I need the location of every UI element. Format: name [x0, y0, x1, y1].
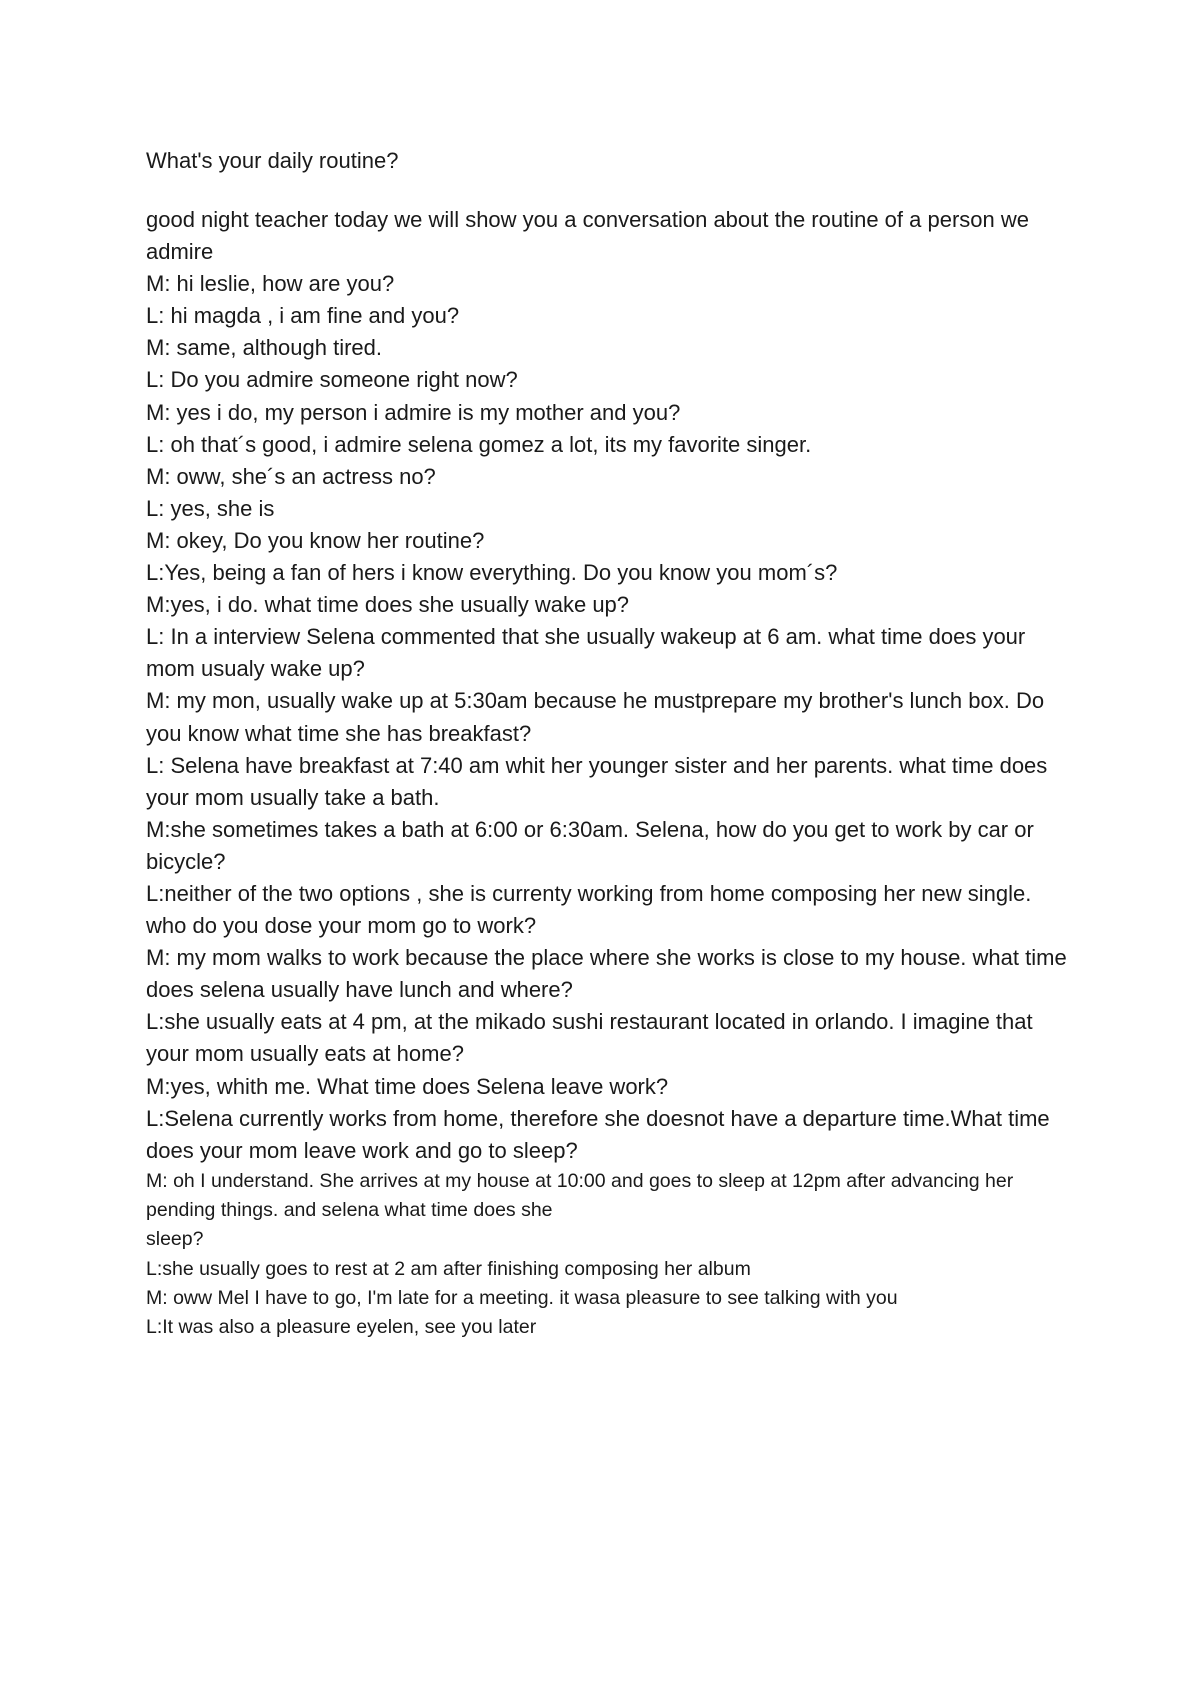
- text-line: L: Selena have breakfast at 7:40 am whit her younger sister and her parents. what time does your mom usually take a bath.: [146, 752, 1048, 810]
- conversation-ending: [146, 1167, 1076, 1342]
- text-line: M:yes, whith me. What time does Selena leave work?: [146, 1073, 669, 1099]
- text-line: L: yes, she is: [146, 495, 275, 521]
- text-line: L:Yes, being a fan of hers i know everything. Do you know you mom´s?: [146, 560, 838, 586]
- text-line: M: okey, Do you know her routine?: [146, 527, 485, 553]
- text-line: L:she usually eats at 4 pm, at the mikado sushi restaurant located in orlando. I imagine that your mom usually eats at home?: [146, 1009, 1033, 1067]
- text-line: L: oh that´s good, i admire selena gomez a lot, its my favorite singer.: [146, 431, 812, 457]
- text-line: M: oh I understand. She arrives at my house at 10:00 and goes to sleep at 12pm after advancing her pending things. and selena what time does she: [146, 1170, 1014, 1222]
- text-line: sleep?: [146, 1228, 204, 1251]
- text-line: L:Selena currently works from home, therefore she doesnot have a departure time.What time does your mom leave work and go to sleep?: [146, 1105, 1050, 1163]
- text-line: good night teacher today we will show you a conversation about the routine of a person we admire: [146, 207, 1029, 265]
- text-line: M: same, although tired.: [146, 335, 383, 361]
- text-line: M: yes i do, my person i admire is my mother and you?: [146, 399, 681, 425]
- text-line: M: hi leslie, how are you?: [146, 271, 395, 297]
- text-line: M: my mom walks to work because the place where she works is close to my house. what time does selena usually have lunch and where?: [146, 945, 1067, 1003]
- conversation-body: [146, 204, 1076, 1167]
- text-line: L:It was also a pleasure eyelen, see you later: [146, 1316, 537, 1339]
- text-line: M:yes, i do. what time does she usually wake up?: [146, 592, 630, 618]
- text-line: M: oww, she´s an actress no?: [146, 463, 436, 489]
- text-line: M:she sometimes takes a bath at 6:00 or 6:30am. Selena, how do you get to work by car or bicycle?: [146, 816, 1034, 874]
- text-line: M: my mon, usually wake up at 5:30am because he mustprepare my brother's lunch box. Do you know what time she has breakfast?: [146, 688, 1045, 746]
- text-line: L: Do you admire someone right now?: [146, 367, 518, 393]
- text-line: M: oww Mel I have to go, I'm late for a meeting. it wasa pleasure to see talking with you: [146, 1286, 898, 1309]
- text-line: L:neither of the two options , she is currenty working from home composing her new single. who do you dose your mom go to work?: [146, 880, 1032, 939]
- text-line: L: In a interview Selena commented that she usually wakeup at 6 am. what time does your mom usualy wake up?: [146, 624, 1026, 682]
- text-line: L: hi magda , i am fine and you?: [146, 303, 460, 329]
- document-title: What's your daily routine?: [146, 148, 399, 173]
- text-line: L:she usually goes to rest at 2 am after finishing composing her album: [146, 1257, 751, 1280]
